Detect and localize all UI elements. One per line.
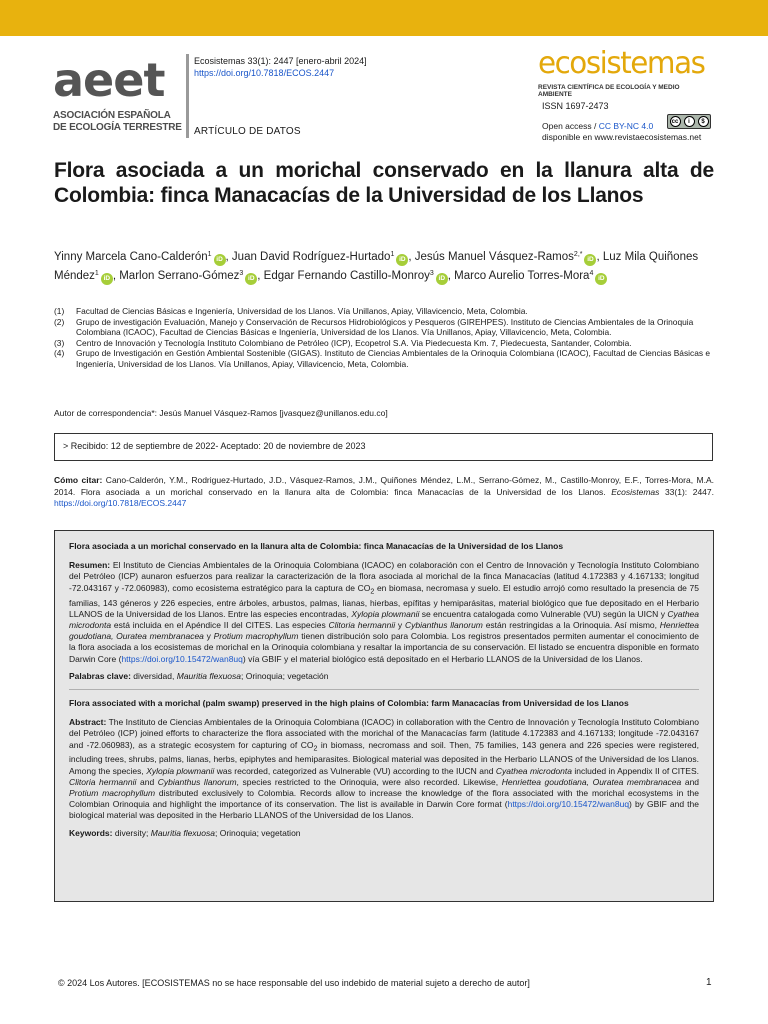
- top-color-bar: [0, 0, 768, 36]
- aeet-logo-line2: DE ECOLOGÍA TERRESTRE: [53, 122, 182, 133]
- orcid-icon[interactable]: iD: [595, 273, 607, 285]
- orcid-icon[interactable]: iD: [101, 273, 113, 285]
- aeet-logo-subtitle: [53, 110, 183, 134]
- cc-icon: cc: [670, 116, 681, 127]
- open-access-label: Open access /: [542, 121, 597, 131]
- aeet-logo-word: aeet: [53, 53, 165, 107]
- abstract-title-en: Flora associated with a morichal (palm swamp) preserved in the high plains of Colombia: farm Manacacías from Universidad de los Llanos: [69, 697, 629, 708]
- abstract-title-es: Flora asociada a un morichal conservado en la llanura alta de Colombia: finca Manacacías de la Universidad de los Llanos: [69, 541, 564, 551]
- author: Marlon Serrano-Gómez$^3$iD: [119, 270, 257, 282]
- doi-link[interactable]: https://doi.org/10.7818/ECOS.2447: [194, 68, 335, 78]
- journal-name: ecosistemas: [538, 46, 705, 81]
- abstract-divider: [69, 689, 699, 690]
- journal-reference: [194, 55, 367, 79]
- keywords-es: Palabras clave: diversidad, Mauritia flexuosa; Orinoquia; vegetación: [69, 670, 329, 681]
- affiliation-item: (4) Grupo de Investigación en Gestión Ambiental Sostenible (GIGAS). Instituto de Ciencias Ambientales de la Orinoquia Colombiana (ICAOC), Facultad de Ciencias Básicas e Ingeniería, Universidad de los Llanos. Vía Unillanos, Apiay, Villavicencio, Meta, Colombia.: [54, 348, 711, 369]
- orcid-icon[interactable]: iD: [214, 254, 226, 266]
- orcid-icon[interactable]: iD: [584, 254, 596, 266]
- article-type: ARTÍCULO DE DATOS: [194, 126, 301, 137]
- author: Juan David Rodríguez-Hurtado$^1$iD: [232, 251, 408, 263]
- orcid-icon[interactable]: iD: [245, 273, 257, 285]
- cc-license-icon[interactable]: [667, 114, 711, 129]
- keywords-en: Keywords: diversity; Mauritia flexuosa; Orinoquia; vegetation: [69, 827, 301, 838]
- received-dates: > Recibido: 12 de septiembre de 2022- Aceptado: 20 de noviembre de 2023: [54, 433, 713, 461]
- author: Marco Aurelio Torres-Mora$^4$iD: [454, 270, 607, 282]
- issn: ISSN 1697-2473: [542, 101, 609, 111]
- header-divider: [186, 54, 189, 138]
- abstract-en: Abstract: The Instituto de Ciencias Ambientales de la Orinoquia Colombiana (ICAOC) in collaboration with the Centro de Innovación y Tecnología Instituto Colombiano del Petróleo (ICP) joined efforts to characterize the flora associated with the morichal of the Manacacías farm (latitude 4.172383 and 4.167133; longitude -72.043167 and -72.060983), as a strategic ecosystem for capturing of $CO_2$ in biomass, necromass and soil. Then, 75 families, 143 genera and 226 species were registered, including trees, shrubs, palms, lianas, herbs, epiphytes and hemiparasites. Biological material was deposited in the Herbario LLANOS of the Universidad de los Llanos. Among the species, Xylopia plowmanii was recorded, categorized as Vulnerable (VU) according to the IUCN and Cyathea microdonta included in Appendix II of CITES. Clitoria hermannii and Cybianthus llanorum, species restricted to the Orinoquia, were also recorded. Likewise, Henriettea goudotiana, Ouratea membranacea and Protium macrophyllum distributed exclusively to Colombia. Records allow to increase the knowledge of the flora associated with the morichal ecosystems in the Colombian Orinoquia and highlight the importance of its conservation. The list is available in Darwin Core format (https://doi.org/10.15472/wan8uq) by GBIF and the biological material was deposited in the Herbario LLANOS of the Universidad de los Llanos.: [69, 717, 700, 821]
- abstract-box: [54, 530, 714, 902]
- license-link[interactable]: CC BY-NC 4.0: [598, 121, 654, 131]
- how-to-cite: Cómo citar: Cano-Calderón, Y.M., Rodriguez-Hurtado, J.D., Vásquez-Ramos, J.M., Quiñones Méndez, L.M., Serrano-Gómez, M., Castillo-Monroy, E.F., Torres-Mora, M.A. 2014. Flora asociada a un morichal conservado en la llanura alta de Colombia: finca Manacacías de la Universidad de los Llanos. Ecosistemas 33(1): 2447. https://doi.org/10.7818/ECOS.2447: [54, 475, 714, 508]
- journal-issue: Ecosistemas 33(1): 2447 [enero-abril 2024]: [194, 56, 367, 66]
- author: Jesús Manuel Vásquez-Ramos$^{2,*}$iD: [415, 251, 597, 263]
- aeet-logo-line1: ASOCIACIÓN ESPAÑOLA: [53, 110, 171, 121]
- nc-icon: $: [698, 116, 709, 127]
- by-icon: i: [684, 116, 695, 127]
- cite-label: Cómo citar:: [54, 475, 103, 485]
- copyright-footer: © 2024 Los Autores. [ECOSISTEMAS no se hace responsable del uso indebido de material sujeto a derecho de autor]: [58, 978, 530, 988]
- page-number: 1: [706, 977, 712, 988]
- orcid-icon[interactable]: iD: [396, 254, 408, 266]
- darwin-core-link[interactable]: https://doi.org/10.15472/wan8uq: [121, 653, 243, 664]
- orcid-icon[interactable]: iD: [436, 273, 448, 285]
- cite-doi-link[interactable]: https://doi.org/10.7818/ECOS.2447: [54, 498, 187, 508]
- affiliations: [54, 306, 716, 369]
- availability: disponible en www.revistaecosistemas.net: [542, 132, 702, 142]
- affiliation-item: (2) Grupo de investigación Evaluación, Manejo y Conservación de Recursos Hidrobiológicos y Pesqueros (GIREHPES). Instituto de Ciencias Ambientales de la Orinoquia Colombiana (ICAOC), Facultad de Ciencias Básicas e Ingeniería, Universidad de los Llanos. Vía Unillanos, Apiay, Villavicencio, Meta, Colombia.: [54, 316, 694, 337]
- darwin-core-link[interactable]: https://doi.org/10.15472/wan8uq: [507, 799, 630, 810]
- affiliation-item: (3) Centro de Innovación y Tecnología Instituto Colombiano de Petróleo (ICP), Ecopetrol S.A. Via Piedecuesta Km. 7, Piedecuesta, Santander, Colombia.: [54, 337, 632, 348]
- affiliation-item: (1) Facultad de Ciencias Básicas e Ingeniería, Universidad de los Llanos. Vía Unillanos, Apiay, Villavicencio, Meta, Colombia.: [54, 306, 528, 316]
- author-list: Yinny Marcela Cano-Calderón$^1$iD , Juan David Rodríguez-Hurtado$^1$iD , Jesús Manuel Vásquez-Ramos$^{2,*}$iD , Luz Mila Quiñones Méndez$^1$iD , Marlon Serrano-Gómez$^3$iD , Edgar Fernando Castillo-Monroy$^3$iD , Marco Aurelio Torres-Mora$^4$iD: [54, 247, 714, 285]
- aeet-logo[interactable]: [53, 53, 183, 134]
- article-title: Flora asociada a un morichal conservado en la llanura alta de Colombia: finca Manacacías de la Universidad de los Llanos: [54, 159, 714, 207]
- author: Edgar Fernando Castillo-Monroy$^3$iD: [264, 270, 448, 282]
- journal-subtitle: REVISTA CIENTÍFICA DE ECOLOGÍA Y MEDIO AMBIENTE: [538, 84, 680, 98]
- author: Luz Mila Quiñones Méndez$^1$iD: [54, 251, 698, 282]
- author: Yinny Marcela Cano-Calderón$^1$iD: [54, 251, 226, 263]
- correspondence: Autor de correspondencia*: Jesús Manuel Vásquez-Ramos [jvasquez@unillanos.edu.co]: [54, 408, 388, 418]
- journal-brand[interactable]: [538, 48, 714, 98]
- abstract-es: Resumen: El Instituto de Ciencias Ambientales de la Orinoquia Colombiana (ICAOC) en colaboración con el Centro de Innovación y Tecnología Instituto Colombiano del Petróleo (ICP) aunaron esfuerzos para realizar la caracterización de la flora asociada al morichal de la finca Manacacías (latitud 4.172383 y 4.167133; longitud -72.043167 y -72.060983), como ecosistema estratégico para la captura de $CO_2$ en biomasa, necromasa y suelo. El estudio arrojó como resultado la presencia de 75 familias, 143 géneros y 226 especies, entre árboles, arbustos, palmas, lianas, hierbas, epífitas y hemiparásitas, material biológico que fue depositado en el Herbario LLANOS de la Universidad de los Llanos. Entre las especies encontradas, Xylopia plowmanii se encuentra catalogada como Vulnerable (VU) según la UICN y Cyathea microdonta está incluida en el Apéndice II del CITES. Las especies Clitoria hermannii y Cybianthus llanorum están restringidas a la Orinoquia. Así mismo, Henriettea goudotiana, Ouratea membranacea y Protium macrophyllum tienen distribución solo para Colombia. Los registros presentados permiten aumentar el conocimiento de la flora asociada a los ecosistemas de morichal en la Orinoquia colombiana y resaltar la importancia de su conservación. El listado se encuentra disponible en formato Darwin Core (https://doi.org/10.15472/wan8uq) vía GBIF y el material biológico está depositado en el Herbario LLANOS de la Universidad de los Llanos.: [69, 560, 700, 664]
